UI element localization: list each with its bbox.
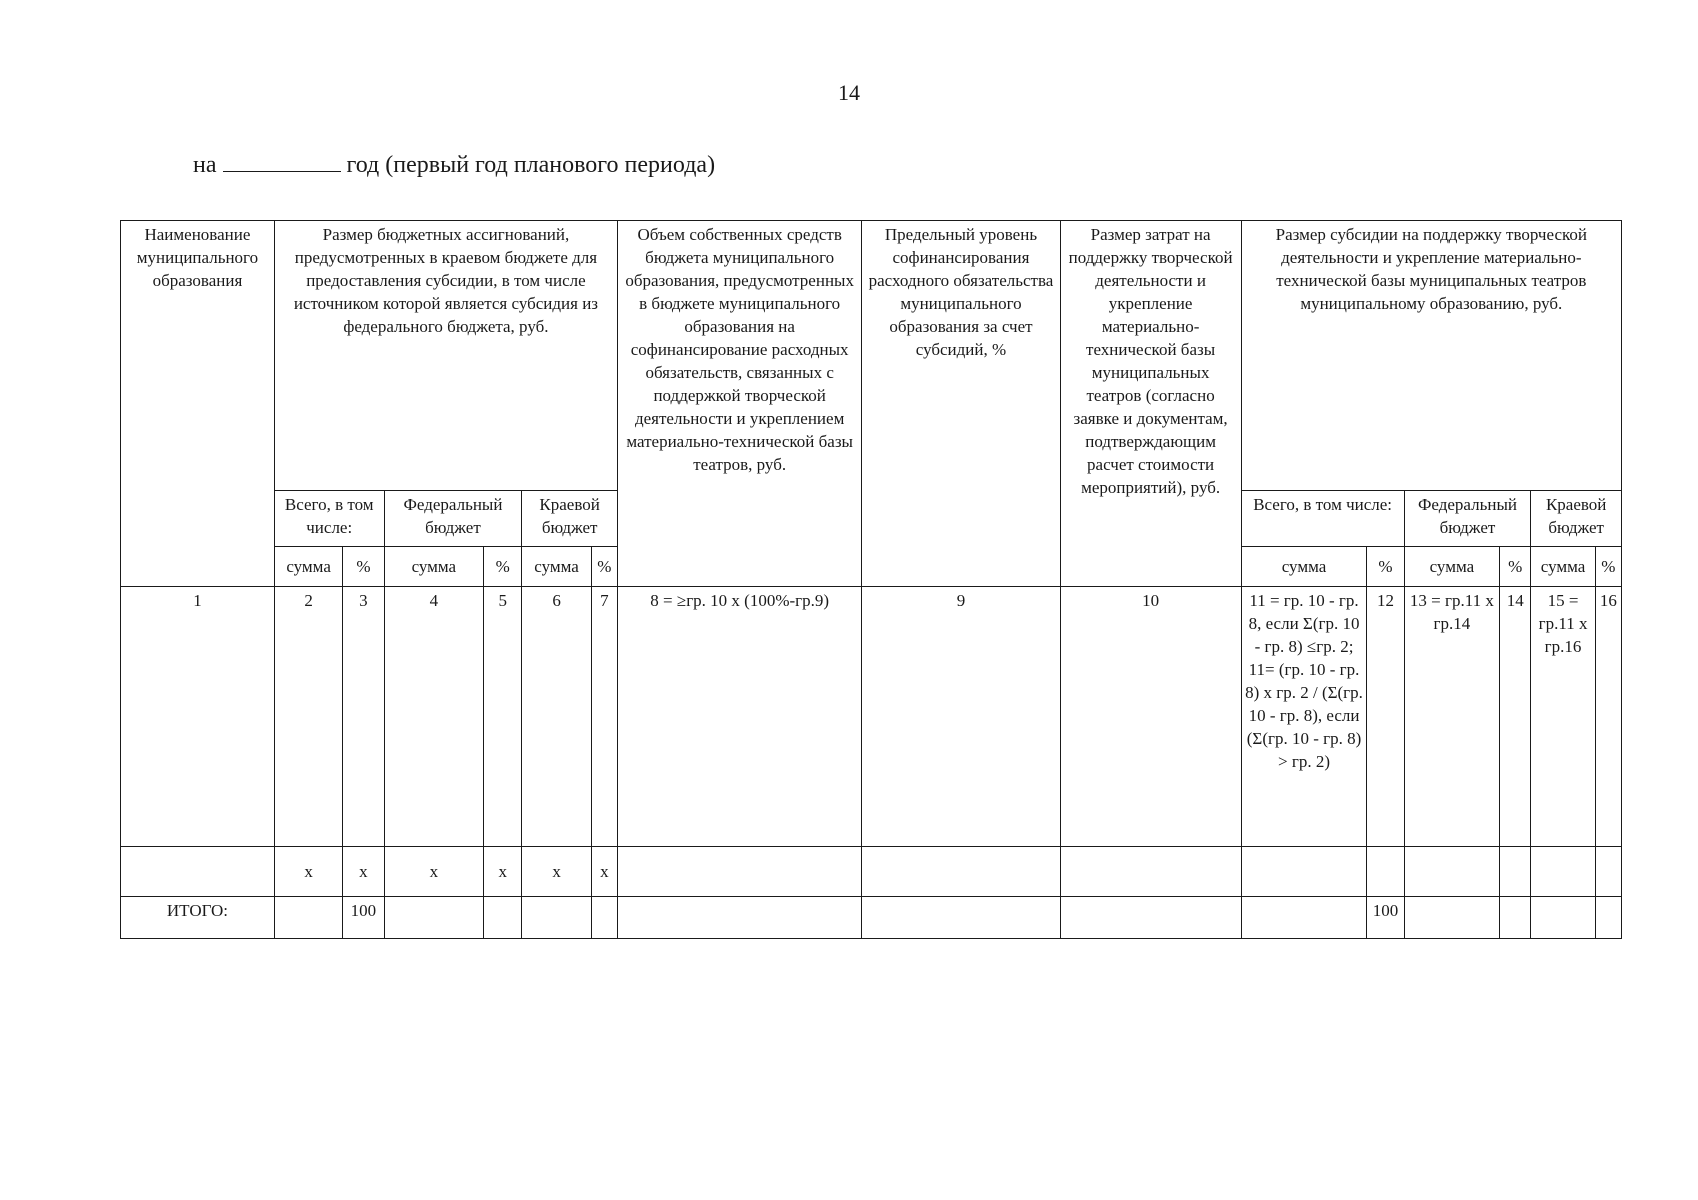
header-pct-3: % [343,547,384,587]
x-mark-5: х [484,847,522,897]
header-subsidy-regional: Краевой бюджет [1531,491,1622,547]
header-budget-allocations: Размер бюджетных ассигнований, предусмотренных в краевом бюджете для предоставления субсидии, в том числе источником которой является субсидия из федерального бюджета, руб. [274,221,617,491]
header-subsidy: Размер субсидии на поддержку творческой деятельности и укрепление материально-технической базы муниципальных театров муниципальному образованию, руб. [1241,221,1621,491]
subsidy-table [120,220,1622,939]
total-cell-8 [617,897,861,939]
total-cell-14 [1500,897,1531,939]
x-row-cell-13 [1404,847,1500,897]
header-costs: Размер затрат на поддержку творческой деятельности и укрепление материально-технической базы муниципальных театров (согласно заявке и документам, подтверждающим расчет стоимости мероприятий), руб. [1060,221,1241,587]
total-pct-3: 100 [343,897,384,939]
header-pct-12: % [1367,547,1404,587]
header-pct-5: % [484,547,522,587]
col-number-16: 16 [1595,587,1621,847]
total-cell-6 [522,897,591,939]
header-pct-7: % [591,547,617,587]
header-cofinancing-level: Предельный уровень софинансирования расходного обязательства муниципального образования за счет субсидий, % [862,221,1060,587]
x-row-cell-12 [1367,847,1404,897]
col-formula-11: 11 = гр. 10 - гр. 8, если Σ(гр. 10 - гр. 8) ≤гр. 2; 11= (гр. 10 - гр. 8) х гр. 2 / (Σ(гр. 10 - гр. 8), если (Σ(гр. 10 - гр. 8) > гр. 2) [1241,587,1367,847]
header-sum-6: сумма [522,547,591,587]
x-row-municipality [121,847,275,897]
period-heading [193,152,715,179]
period-suffix: год (первый год планового периода) [346,152,716,178]
col-number-9: 9 [862,587,1060,847]
period-prefix: на [193,152,217,178]
x-row-cell-8 [617,847,861,897]
total-cell-15 [1531,897,1595,939]
total-cell-16 [1595,897,1621,939]
formula-row [121,587,1622,847]
header-sum-13: сумма [1404,547,1500,587]
x-mark-6: х [522,847,591,897]
x-row [121,847,1622,897]
total-cell-7 [591,897,617,939]
x-row-cell-15 [1531,847,1595,897]
total-cell-13 [1404,897,1500,939]
col-number-14: 14 [1500,587,1531,847]
total-cell-10 [1060,897,1241,939]
total-cell-2 [274,897,342,939]
x-mark-3: х [343,847,384,897]
header-subsidy-total: Всего, в том числе: [1241,491,1404,547]
header-subsidy-federal: Федеральный бюджет [1404,491,1531,547]
x-row-cell-16 [1595,847,1621,897]
col-number-3: 3 [343,587,384,847]
col-number-12: 12 [1367,587,1404,847]
header-municipality: Наименование муниципального образования [121,221,275,587]
year-blank-line [223,153,341,172]
header-sum-11: сумма [1241,547,1367,587]
col-number-2: 2 [274,587,342,847]
col-formula-15: 15 = гр.11 х гр.16 [1531,587,1595,847]
header-budget-federal: Федеральный бюджет [384,491,522,547]
x-row-cell-10 [1060,847,1241,897]
col-formula-8: 8 = ≥гр. 10 х (100%-гр.9) [617,587,861,847]
col-number-4: 4 [384,587,484,847]
header-sum-4: сумма [384,547,484,587]
header-sum-15: сумма [1531,547,1595,587]
col-number-6: 6 [522,587,591,847]
header-pct-16: % [1595,547,1621,587]
header-sum-2: сумма [274,547,342,587]
x-mark-7: х [591,847,617,897]
total-row [121,897,1622,939]
page-number: 14 [838,80,860,105]
col-number-7: 7 [591,587,617,847]
total-cell-5 [484,897,522,939]
x-row-cell-14 [1500,847,1531,897]
x-row-cell-9 [862,847,1060,897]
x-row-cell-11 [1241,847,1367,897]
col-number-10: 10 [1060,587,1241,847]
total-cell-4 [384,897,484,939]
header-budget-total: Всего, в том числе: [274,491,384,547]
header-own-funds: Объем собственных средств бюджета муниципального образования, предусмотренных в бюджете муниципального образования на софинансирование расходных обязательств, связанных с поддержкой творческой деятельности и укреплением материально-технической базы театров, руб. [617,221,861,587]
x-mark-2: х [274,847,342,897]
total-label: ИТОГО: [121,897,275,939]
total-pct-12: 100 [1367,897,1404,939]
x-mark-4: х [384,847,484,897]
header-budget-regional: Краевой бюджет [522,491,618,547]
total-cell-11 [1241,897,1367,939]
col-number-5: 5 [484,587,522,847]
header-pct-14: % [1500,547,1531,587]
col-number-1: 1 [121,587,275,847]
col-formula-13: 13 = гр.11 х гр.14 [1404,587,1500,847]
total-cell-9 [862,897,1060,939]
